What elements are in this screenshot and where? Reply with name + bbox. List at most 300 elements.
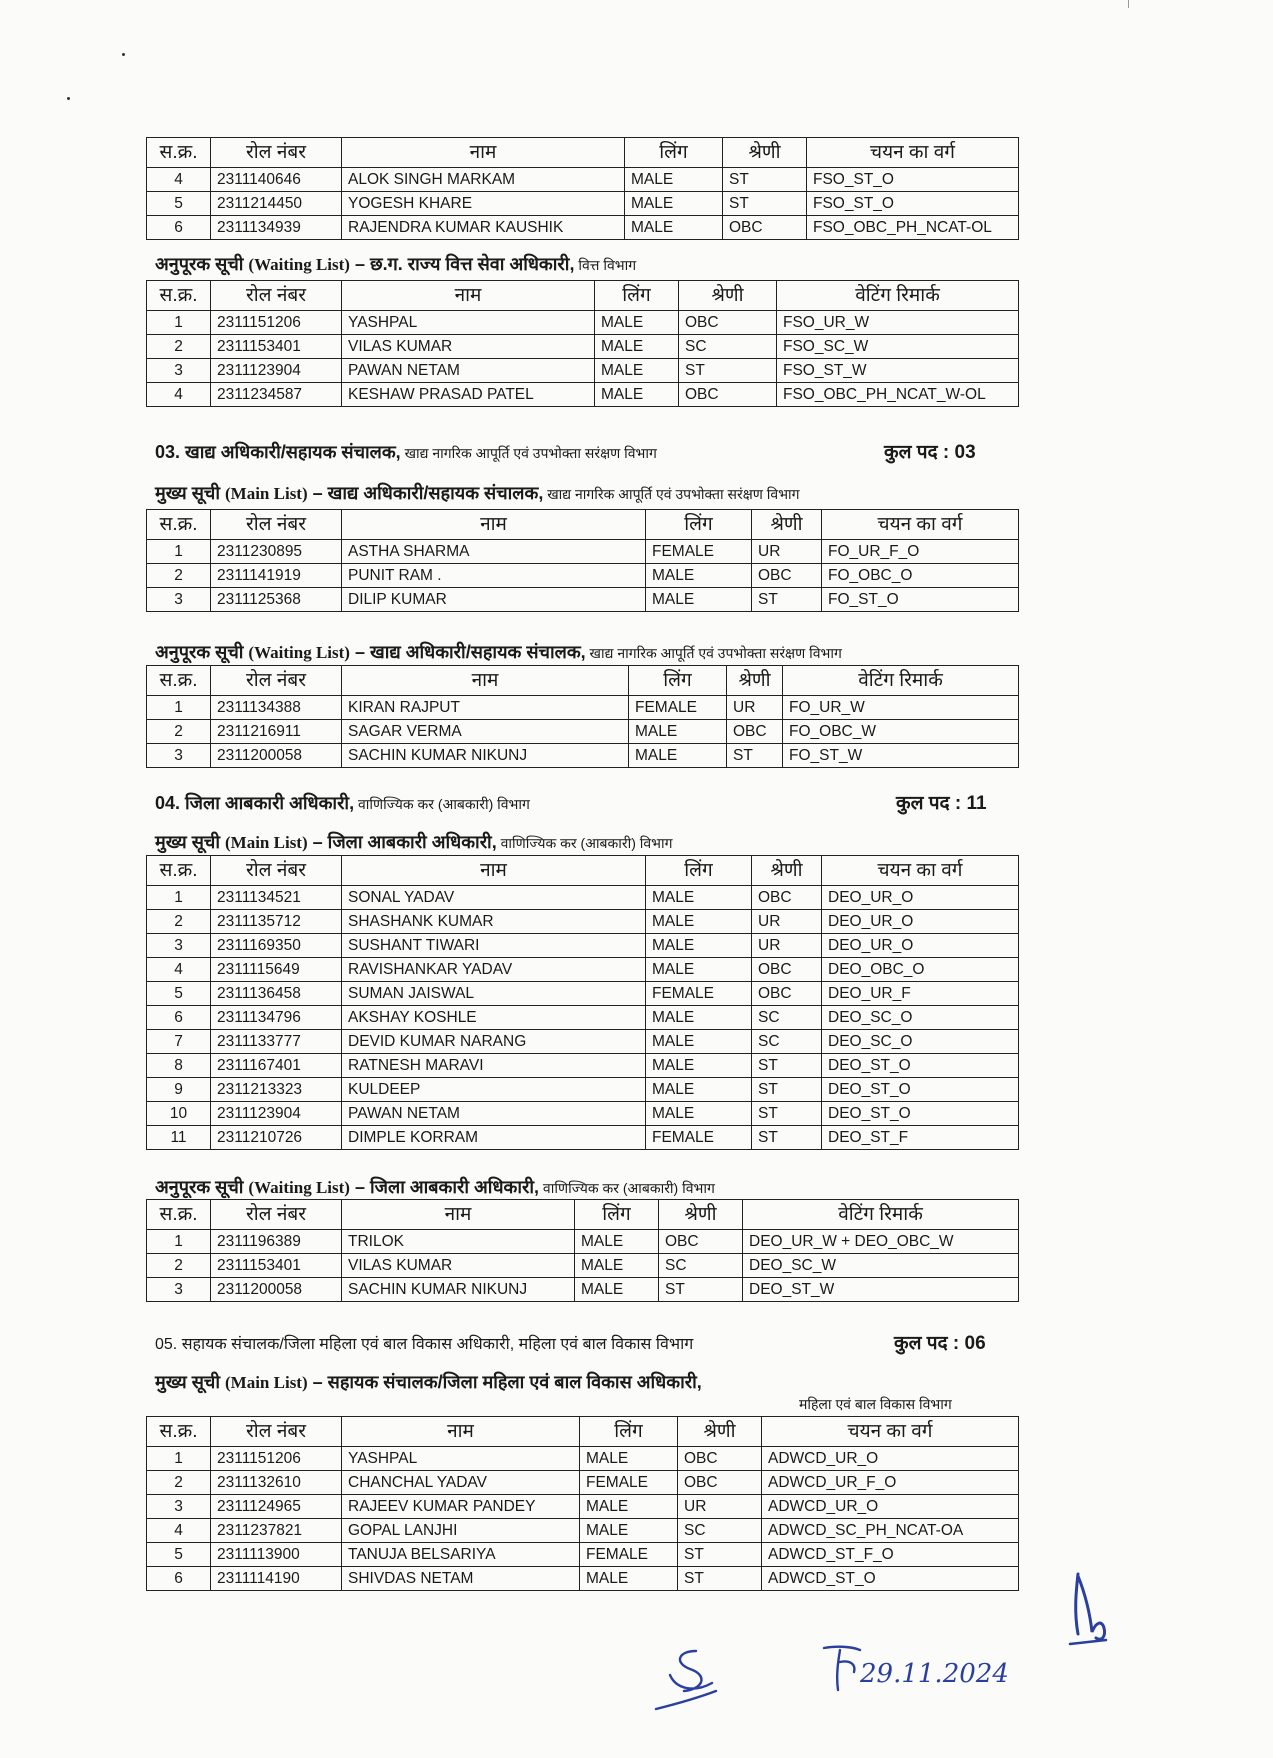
table-cell: FEMALE bbox=[646, 1126, 752, 1150]
table-cell: 4 bbox=[147, 168, 211, 192]
column-header: श्रेणी bbox=[679, 281, 777, 311]
table-cell: MALE bbox=[646, 910, 752, 934]
table-cell: FO_ST_W bbox=[783, 744, 1019, 768]
table-cell: 4 bbox=[147, 383, 211, 407]
column-header: रोल नंबर bbox=[211, 666, 342, 696]
data-table bbox=[146, 665, 1019, 768]
heading-dept: खाद्य नागरिक आपूर्ति एवं उपभोक्ता सरंक्षण विभाग bbox=[543, 486, 800, 502]
table-cell: UR bbox=[727, 696, 783, 720]
table-cell: 5 bbox=[147, 1543, 211, 1567]
table-cell: OBC bbox=[723, 216, 807, 240]
table-row bbox=[147, 168, 1019, 192]
table-header-row bbox=[147, 666, 1019, 696]
table-cell: DIMPLE KORRAM bbox=[342, 1126, 646, 1150]
table-cell: DEO_SC_W bbox=[743, 1254, 1019, 1278]
table-cell: ST bbox=[678, 1543, 762, 1567]
total-posts: कुल पद : 11 bbox=[896, 793, 987, 814]
table-cell: DEO_ST_W bbox=[743, 1278, 1019, 1302]
table-cell: MALE bbox=[646, 886, 752, 910]
table-cell: DEVID KUMAR NARANG bbox=[342, 1030, 646, 1054]
table-cell: FEMALE bbox=[629, 696, 727, 720]
table-cell: RAVISHANKAR YADAV bbox=[342, 958, 646, 982]
table-header-row bbox=[147, 510, 1019, 540]
section-05-heading bbox=[155, 1332, 986, 1354]
column-header: श्रेणी bbox=[678, 1417, 762, 1447]
column-header: चयन का वर्ग bbox=[762, 1417, 1019, 1447]
table-cell: SUSHANT TIWARI bbox=[342, 934, 646, 958]
table-cell: RAJEEV KUMAR PANDEY bbox=[342, 1495, 580, 1519]
table-cell: MALE bbox=[575, 1278, 659, 1302]
waiting-list-fo-table bbox=[146, 665, 1018, 768]
table-row bbox=[147, 1543, 1019, 1567]
main-list-adwcd-heading bbox=[155, 1370, 702, 1394]
table-cell: ADWCD_ST_F_O bbox=[762, 1543, 1019, 1567]
main-list-deo-table bbox=[146, 855, 1018, 1150]
table-cell: MALE bbox=[646, 958, 752, 982]
table-cell: PAWAN NETAM bbox=[342, 359, 595, 383]
table-cell: ADWCD_UR_O bbox=[762, 1447, 1019, 1471]
table-cell: 2311153401 bbox=[211, 335, 342, 359]
table-cell: MALE bbox=[646, 1054, 752, 1078]
table-cell: ST bbox=[752, 1054, 822, 1078]
table-cell: FSO_UR_W bbox=[777, 311, 1019, 335]
table-cell: 2311134388 bbox=[211, 696, 342, 720]
table-row bbox=[147, 1006, 1019, 1030]
table-cell: DEO_ST_O bbox=[822, 1054, 1019, 1078]
main-list-deo-heading bbox=[155, 830, 673, 854]
table-row bbox=[147, 1102, 1019, 1126]
table-cell: 2 bbox=[147, 564, 211, 588]
table-cell: YASHPAL bbox=[342, 1447, 580, 1471]
table-cell: FO_OBC_W bbox=[783, 720, 1019, 744]
table-cell: UR bbox=[752, 910, 822, 934]
column-header: रोल नंबर bbox=[211, 138, 342, 168]
table-cell: OBC bbox=[752, 564, 822, 588]
heading-label: अनुपूरक सूची bbox=[155, 1177, 249, 1197]
table-cell: MALE bbox=[595, 335, 679, 359]
table-row bbox=[147, 335, 1019, 359]
table-cell: MALE bbox=[580, 1567, 678, 1591]
table-cell: 2311134796 bbox=[211, 1006, 342, 1030]
heading-dept: महिला एवं बाल विकास विभाग bbox=[799, 1396, 952, 1412]
table-cell: 1 bbox=[147, 1447, 211, 1471]
table-cell: FEMALE bbox=[646, 540, 752, 564]
table-row bbox=[147, 1230, 1019, 1254]
table-cell: SC bbox=[679, 335, 777, 359]
column-header: रोल नंबर bbox=[211, 281, 342, 311]
table-cell: OBC bbox=[678, 1471, 762, 1495]
heading-dept: वित्त विभाग bbox=[574, 257, 637, 273]
table-row bbox=[147, 1054, 1019, 1078]
table-cell: DEO_ST_F bbox=[822, 1126, 1019, 1150]
column-header: चयन का वर्ग bbox=[822, 510, 1019, 540]
table-cell: MALE bbox=[646, 1006, 752, 1030]
table-header-row bbox=[147, 281, 1019, 311]
table-cell: 2 bbox=[147, 1471, 211, 1495]
table-cell: MALE bbox=[625, 168, 723, 192]
heading-label-en: (Main List) bbox=[225, 484, 308, 503]
table-row bbox=[147, 192, 1019, 216]
heading-label-en: (Waiting List) bbox=[248, 255, 350, 274]
heading-label: मुख्य सूची bbox=[155, 832, 225, 852]
table-cell: 2311123904 bbox=[211, 359, 342, 383]
data-table bbox=[146, 1416, 1019, 1591]
column-header: श्रेणी bbox=[727, 666, 783, 696]
table-cell: 2311136458 bbox=[211, 982, 342, 1006]
table-cell: MALE bbox=[646, 1102, 752, 1126]
table-cell: FSO_SC_W bbox=[777, 335, 1019, 359]
main-list-fo-table bbox=[146, 509, 1018, 612]
table-cell: MALE bbox=[580, 1447, 678, 1471]
column-header: स.क्र. bbox=[147, 1200, 211, 1230]
table-cell: ST bbox=[752, 588, 822, 612]
table-header-row bbox=[147, 856, 1019, 886]
table-cell: 9 bbox=[147, 1078, 211, 1102]
heading-label-en: (Waiting List) bbox=[248, 1178, 350, 1197]
table-cell: 6 bbox=[147, 1567, 211, 1591]
table-cell: DEO_ST_O bbox=[822, 1078, 1019, 1102]
column-header: चयन का वर्ग bbox=[807, 138, 1019, 168]
section-dept: खाद्य नागरिक आपूर्ति एवं उपभोक्ता सरंक्षण विभाग bbox=[400, 445, 657, 461]
table-cell: OBC bbox=[752, 958, 822, 982]
table-cell: 2311133777 bbox=[211, 1030, 342, 1054]
table-cell: 2311230895 bbox=[211, 540, 342, 564]
table-cell: KESHAW PRASAD PATEL bbox=[342, 383, 595, 407]
column-header: लिंग bbox=[575, 1200, 659, 1230]
table-header-row bbox=[147, 1200, 1019, 1230]
table-cell: MALE bbox=[646, 588, 752, 612]
table-cell: ST bbox=[659, 1278, 743, 1302]
heading-label: मुख्य सूची bbox=[155, 1372, 225, 1392]
table-row bbox=[147, 383, 1019, 407]
table-header-row bbox=[147, 138, 1019, 168]
table-cell: ALOK SINGH MARKAM bbox=[342, 168, 625, 192]
table-cell: ST bbox=[678, 1567, 762, 1591]
heading-label: अनुपूरक सूची bbox=[155, 254, 249, 274]
table-cell: FSO_ST_W bbox=[777, 359, 1019, 383]
column-header: नाम bbox=[342, 1417, 580, 1447]
table-cell: UR bbox=[752, 540, 822, 564]
table-cell: 2311214450 bbox=[211, 192, 342, 216]
table-cell: FSO_ST_O bbox=[807, 168, 1019, 192]
table-cell: MALE bbox=[646, 934, 752, 958]
column-header: रोल नंबर bbox=[211, 1200, 342, 1230]
table-cell: FSO_ST_O bbox=[807, 192, 1019, 216]
table-cell: 2311141919 bbox=[211, 564, 342, 588]
table-cell: TANUJA BELSARIYA bbox=[342, 1543, 580, 1567]
main-list-adwcd-dept bbox=[799, 1393, 952, 1414]
table-cell: DEO_ST_O bbox=[822, 1102, 1019, 1126]
heading-dept: वाणिज्यिक कर (आबकारी) विभाग bbox=[539, 1180, 715, 1196]
column-header: चयन का वर्ग bbox=[822, 856, 1019, 886]
table-row bbox=[147, 982, 1019, 1006]
table-cell: SHASHANK KUMAR bbox=[342, 910, 646, 934]
table-cell: MALE bbox=[580, 1519, 678, 1543]
table-row bbox=[147, 720, 1019, 744]
table-cell: 4 bbox=[147, 1519, 211, 1543]
table-cell: 2311210726 bbox=[211, 1126, 342, 1150]
column-header: लिंग bbox=[625, 138, 723, 168]
table-cell: 2311196389 bbox=[211, 1230, 342, 1254]
table-cell: ST bbox=[723, 192, 807, 216]
waiting-list-deo-table bbox=[146, 1199, 1018, 1302]
waiting-list-fso-heading bbox=[155, 252, 636, 276]
table-row bbox=[147, 1447, 1019, 1471]
table-cell: DEO_UR_W + DEO_OBC_W bbox=[743, 1230, 1019, 1254]
table-cell: OBC bbox=[679, 311, 777, 335]
column-header: रोल नंबर bbox=[211, 856, 342, 886]
table-cell: 8 bbox=[147, 1054, 211, 1078]
table-cell: 1 bbox=[147, 886, 211, 910]
table-cell: SACHIN KUMAR NIKUNJ bbox=[342, 1278, 575, 1302]
data-table bbox=[146, 1199, 1019, 1302]
table-cell: CHANCHAL YADAV bbox=[342, 1471, 580, 1495]
table-cell: FSO_OBC_PH_NCAT-OL bbox=[807, 216, 1019, 240]
table-cell: DEO_SC_O bbox=[822, 1006, 1019, 1030]
section-04-heading bbox=[155, 791, 987, 815]
column-header: श्रेणी bbox=[723, 138, 807, 168]
table-cell: FO_UR_F_O bbox=[822, 540, 1019, 564]
heading-post: – जिला आबकारी अधिकारी, bbox=[307, 832, 497, 852]
table-row bbox=[147, 1126, 1019, 1150]
heading-post: – खाद्य अधिकारी/सहायक संचालक, bbox=[349, 642, 586, 662]
table-row bbox=[147, 1567, 1019, 1591]
heading-label: अनुपूरक सूची bbox=[155, 642, 249, 662]
heading-dept: वाणिज्यिक कर (आबकारी) विभाग bbox=[496, 835, 673, 851]
table-cell: ST bbox=[727, 744, 783, 768]
table-cell: 2311132610 bbox=[211, 1471, 342, 1495]
table-cell: SC bbox=[752, 1030, 822, 1054]
table-cell: ST bbox=[752, 1126, 822, 1150]
table-cell: DEO_UR_O bbox=[822, 934, 1019, 958]
table-cell: ST bbox=[752, 1102, 822, 1126]
table-cell: SC bbox=[752, 1006, 822, 1030]
table-row bbox=[147, 934, 1019, 958]
column-header: लिंग bbox=[629, 666, 727, 696]
table-cell: VILAS KUMAR bbox=[342, 335, 595, 359]
table-cell: 3 bbox=[147, 934, 211, 958]
column-header: स.क्र. bbox=[147, 1417, 211, 1447]
table-cell: MALE bbox=[629, 720, 727, 744]
table-row bbox=[147, 1254, 1019, 1278]
table-cell: FEMALE bbox=[580, 1471, 678, 1495]
table-cell: AKSHAY KOSHLE bbox=[342, 1006, 646, 1030]
table-cell: 6 bbox=[147, 1006, 211, 1030]
table-cell: 2 bbox=[147, 335, 211, 359]
column-header: स.क्र. bbox=[147, 138, 211, 168]
table-cell: 2311134521 bbox=[211, 886, 342, 910]
waiting-list-fso-table bbox=[146, 280, 1018, 407]
table-row bbox=[147, 1278, 1019, 1302]
data-table bbox=[146, 509, 1019, 612]
table-cell: DEO_SC_O bbox=[822, 1030, 1019, 1054]
column-header: नाम bbox=[342, 1200, 575, 1230]
table-cell: SC bbox=[659, 1254, 743, 1278]
table-cell: OBC bbox=[752, 982, 822, 1006]
table-cell: 1 bbox=[147, 311, 211, 335]
table-cell: 2311167401 bbox=[211, 1054, 342, 1078]
column-header: वेटिंग रिमार्क bbox=[743, 1200, 1019, 1230]
table-cell: OBC bbox=[679, 383, 777, 407]
table-cell: OBC bbox=[727, 720, 783, 744]
table-cell: 2311151206 bbox=[211, 311, 342, 335]
table-row bbox=[147, 311, 1019, 335]
table-cell: 10 bbox=[147, 1102, 211, 1126]
column-header: नाम bbox=[342, 856, 646, 886]
table-cell: DEO_UR_O bbox=[822, 886, 1019, 910]
table-cell: SC bbox=[678, 1519, 762, 1543]
table-cell: OBC bbox=[659, 1230, 743, 1254]
table-cell: DILIP KUMAR bbox=[342, 588, 646, 612]
table-cell: 2311125368 bbox=[211, 588, 342, 612]
table-cell: MALE bbox=[575, 1230, 659, 1254]
table-cell: PUNIT RAM . bbox=[342, 564, 646, 588]
table-cell: 1 bbox=[147, 696, 211, 720]
table-cell: RAJENDRA KUMAR KAUSHIK bbox=[342, 216, 625, 240]
signature-date: 29.11.2024 bbox=[860, 1659, 1009, 1689]
signature-with-date bbox=[820, 1642, 1009, 1702]
table-cell: MALE bbox=[575, 1254, 659, 1278]
table-row bbox=[147, 588, 1019, 612]
heading-label-en: (Main List) bbox=[225, 1373, 308, 1392]
table-cell: KULDEEP bbox=[342, 1078, 646, 1102]
table-cell: 2311134939 bbox=[211, 216, 342, 240]
heading-dept: खाद्य नागरिक आपूर्ति एवं उपभोक्ता सरंक्षण विभाग bbox=[585, 645, 842, 661]
column-header: श्रेणी bbox=[752, 856, 822, 886]
column-header: रोल नंबर bbox=[211, 510, 342, 540]
table-cell: ADWCD_ST_O bbox=[762, 1567, 1019, 1591]
table-cell: 2311140646 bbox=[211, 168, 342, 192]
signature-mark bbox=[650, 1645, 730, 1715]
heading-label: मुख्य सूची bbox=[155, 483, 225, 503]
table-row bbox=[147, 1078, 1019, 1102]
column-header: नाम bbox=[342, 138, 625, 168]
table-cell: MALE bbox=[580, 1495, 678, 1519]
table-cell: 2311124965 bbox=[211, 1495, 342, 1519]
table-row bbox=[147, 564, 1019, 588]
table-cell: FSO_OBC_PH_NCAT_W-OL bbox=[777, 383, 1019, 407]
column-header: लिंग bbox=[580, 1417, 678, 1447]
heading-post: – छ.ग. राज्य वित्त सेवा अधिकारी, bbox=[349, 254, 575, 274]
column-header: श्रेणी bbox=[659, 1200, 743, 1230]
table-cell: 2311153401 bbox=[211, 1254, 342, 1278]
table-cell: OBC bbox=[678, 1447, 762, 1471]
section-dept: वाणिज्यिक कर (आबकारी) विभाग bbox=[354, 796, 530, 812]
table-cell: MALE bbox=[646, 564, 752, 588]
table-cell: ST bbox=[752, 1078, 822, 1102]
scan-speck bbox=[67, 97, 70, 100]
table-header-row bbox=[147, 1417, 1019, 1447]
table-cell: ADWCD_UR_F_O bbox=[762, 1471, 1019, 1495]
table-cell: SONAL YADAV bbox=[342, 886, 646, 910]
table-cell: MALE bbox=[646, 1030, 752, 1054]
table-cell: ASTHA SHARMA bbox=[342, 540, 646, 564]
table-row bbox=[147, 1519, 1019, 1543]
table-cell: ST bbox=[679, 359, 777, 383]
table-row bbox=[147, 1495, 1019, 1519]
table-cell: 6 bbox=[147, 216, 211, 240]
column-header: स.क्र. bbox=[147, 666, 211, 696]
table-row bbox=[147, 958, 1019, 982]
table-cell: 7 bbox=[147, 1030, 211, 1054]
table-cell: 3 bbox=[147, 744, 211, 768]
table-cell: MALE bbox=[629, 744, 727, 768]
table-cell: 3 bbox=[147, 1495, 211, 1519]
heading-label-en: (Waiting List) bbox=[248, 643, 350, 662]
main-list-fo-heading bbox=[155, 481, 800, 505]
data-table bbox=[146, 855, 1019, 1150]
table-cell: ST bbox=[723, 168, 807, 192]
column-header: लिंग bbox=[646, 856, 752, 886]
table-cell: 2 bbox=[147, 910, 211, 934]
table-cell: 5 bbox=[147, 982, 211, 1006]
table-cell: 1 bbox=[147, 1230, 211, 1254]
table-cell: RATNESH MARAVI bbox=[342, 1054, 646, 1078]
column-header: स.क्र. bbox=[147, 856, 211, 886]
table-cell: PAWAN NETAM bbox=[342, 1102, 646, 1126]
column-header: स.क्र. bbox=[147, 281, 211, 311]
table-row bbox=[147, 216, 1019, 240]
table-row bbox=[147, 696, 1019, 720]
table-cell: MALE bbox=[595, 383, 679, 407]
table-cell: 2 bbox=[147, 1254, 211, 1278]
table-cell: DEO_UR_O bbox=[822, 910, 1019, 934]
data-table bbox=[146, 137, 1019, 240]
table-cell: DEO_UR_F bbox=[822, 982, 1019, 1006]
table-cell: KIRAN RAJPUT bbox=[342, 696, 629, 720]
table-cell: ADWCD_SC_PH_NCAT-OA bbox=[762, 1519, 1019, 1543]
table-cell: 11 bbox=[147, 1126, 211, 1150]
table-cell: 5 bbox=[147, 192, 211, 216]
column-header: नाम bbox=[342, 510, 646, 540]
table-cell: FEMALE bbox=[580, 1543, 678, 1567]
table-cell: SAGAR VERMA bbox=[342, 720, 629, 744]
table-row bbox=[147, 1030, 1019, 1054]
waiting-list-deo-heading bbox=[155, 1175, 715, 1199]
table-cell: FEMALE bbox=[646, 982, 752, 1006]
waiting-list-fo-heading bbox=[155, 640, 842, 664]
table-cell: 4 bbox=[147, 958, 211, 982]
scan-mark bbox=[1128, 0, 1129, 8]
column-header: वेटिंग रिमार्क bbox=[783, 666, 1019, 696]
table-cell: VILAS KUMAR bbox=[342, 1254, 575, 1278]
table-cell: FO_ST_O bbox=[822, 588, 1019, 612]
table-cell: 2311135712 bbox=[211, 910, 342, 934]
table-cell: TRILOK bbox=[342, 1230, 575, 1254]
column-header: नाम bbox=[342, 281, 595, 311]
table-cell: FO_OBC_O bbox=[822, 564, 1019, 588]
data-table bbox=[146, 280, 1019, 407]
table-cell: 2311200058 bbox=[211, 744, 342, 768]
table-cell: MALE bbox=[646, 1078, 752, 1102]
table-cell: SUMAN JAISWAL bbox=[342, 982, 646, 1006]
table-cell: 2311200058 bbox=[211, 1278, 342, 1302]
table-cell: GOPAL LANJHI bbox=[342, 1519, 580, 1543]
column-header: श्रेणी bbox=[752, 510, 822, 540]
table-cell: 2311151206 bbox=[211, 1447, 342, 1471]
table-cell: YOGESH KHARE bbox=[342, 192, 625, 216]
table-cell: MALE bbox=[625, 192, 723, 216]
table-cell: 3 bbox=[147, 359, 211, 383]
table-row bbox=[147, 886, 1019, 910]
table-cell: 2311234587 bbox=[211, 383, 342, 407]
table-cell: 2 bbox=[147, 720, 211, 744]
table-cell: FO_UR_W bbox=[783, 696, 1019, 720]
table-row bbox=[147, 1471, 1019, 1495]
table-cell: 2311237821 bbox=[211, 1519, 342, 1543]
table-cell: 2311216911 bbox=[211, 720, 342, 744]
section-title: 03. खाद्य अधिकारी/सहायक संचालक, bbox=[155, 442, 401, 462]
